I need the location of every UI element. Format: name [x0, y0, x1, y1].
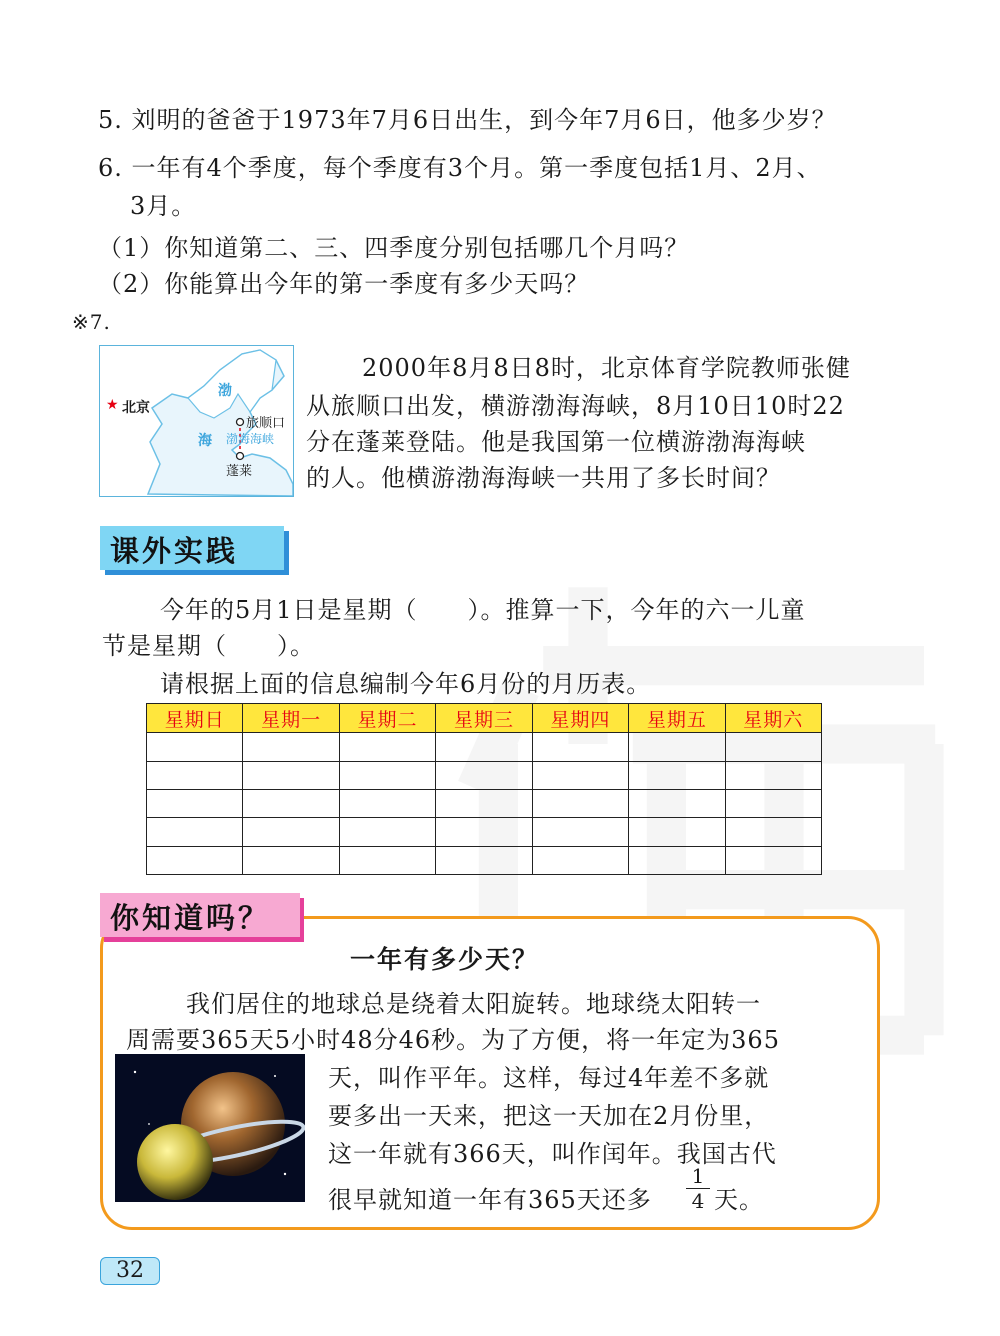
calendar-cell	[243, 733, 339, 761]
calendar-cell	[725, 846, 821, 874]
calendar-cell	[629, 761, 725, 789]
calendar-cell	[243, 818, 339, 846]
dyk-line-6: 很早就知道一年有365天还多	[328, 1186, 652, 1214]
june-calendar-table	[146, 703, 822, 875]
calendar-cell	[629, 846, 725, 874]
calendar-row	[147, 789, 822, 817]
calendar-cell	[243, 761, 339, 789]
question-6-sub-2: （2）你能算出今年的第一季度有多少天吗？	[98, 270, 590, 298]
bohai-strait-map	[99, 345, 294, 497]
question-6-line-1: 6. 一年有4个季度，每个季度有3个月。第一季度包括1月、2月、	[98, 154, 822, 182]
practice-banner	[100, 526, 284, 570]
fraction-numerator: 1	[686, 1164, 710, 1189]
weekday-thu: 星期四	[532, 704, 628, 733]
weekday-fri: 星期五	[629, 704, 725, 733]
dyk-line-5: 这一年就有366天，叫作闰年。我国古代	[328, 1140, 777, 1168]
calendar-cell	[629, 789, 725, 817]
calendar-row	[147, 846, 822, 874]
did-you-know-banner	[100, 893, 300, 937]
calendar-row	[147, 761, 822, 789]
question-6-line-2: 3月。	[130, 192, 197, 220]
calendar-cell	[339, 846, 435, 874]
map-label-beijing: 北京	[122, 400, 150, 416]
calendar-cell	[436, 846, 532, 874]
question-7-line-4: 的人。他横游渤海海峡一共用了多长时间？	[306, 464, 781, 492]
question-7-label: ※7.	[72, 310, 111, 334]
calendar-cell	[436, 733, 532, 761]
did-you-know-title: 一年有多少天？	[350, 945, 540, 974]
dyk-line-4: 要多出一天来，把这一天加在2月份里，	[328, 1102, 770, 1130]
calendar-cell	[147, 761, 243, 789]
map-label-hai: 海	[198, 433, 212, 449]
calendar-cell	[629, 733, 725, 761]
weekday-wed: 星期三	[436, 704, 532, 733]
calendar-row	[147, 733, 822, 761]
calendar-cell	[532, 733, 628, 761]
calendar-cell	[629, 818, 725, 846]
map-label-strait: 渤海海峡	[226, 432, 275, 446]
earth-moon-space-image	[115, 1054, 305, 1202]
map-label-bo: 渤	[218, 383, 232, 399]
calendar-cell	[339, 789, 435, 817]
calendar-cell	[532, 789, 628, 817]
map-label-penglai: 蓬莱	[226, 464, 253, 479]
calendar-cell	[532, 761, 628, 789]
practice-title: 课外实践	[110, 534, 239, 568]
star-icon: ★	[106, 397, 119, 413]
question-7-line-3: 分在蓬莱登陆。他是我国第一位横游渤海海峡	[306, 428, 806, 456]
calendar-cell	[725, 818, 821, 846]
weekday-tue: 星期二	[339, 704, 435, 733]
weekday-sun: 星期日	[147, 704, 243, 733]
dyk-line-6-end: 天。	[714, 1186, 764, 1214]
calendar-cell	[532, 818, 628, 846]
dyk-line-2: 周需要365天5小时48分46秒。为了方便，将一年定为365	[126, 1026, 780, 1054]
calendar-cell	[436, 789, 532, 817]
question-7-line-1: 2000年8月8日8时，北京体育学院教师张健	[362, 354, 851, 382]
calendar-cell	[243, 789, 339, 817]
question-5: 5. 刘明的爸爸于1973年7月6日出生，到今年7月6日，他多少岁？	[98, 106, 837, 134]
question-7-line-2: 从旅顺口出发，横游渤海海峡，8月10日10时22	[306, 392, 845, 420]
dyk-line-3: 天，叫作平年。这样，每过4年差不多就	[328, 1064, 770, 1092]
calendar-cell	[147, 789, 243, 817]
page-number: 32	[100, 1257, 160, 1285]
practice-line-2: 节是星期（ ）。	[102, 632, 315, 660]
calendar-row	[147, 818, 822, 846]
calendar-cell	[243, 846, 339, 874]
fraction-denominator: 4	[691, 1189, 705, 1213]
practice-line-3: 请根据上面的信息编制今年6月份的月历表。	[160, 670, 652, 698]
calendar-cell	[725, 789, 821, 817]
calendar-cell	[147, 818, 243, 846]
calendar-cell	[147, 733, 243, 761]
calendar-cell	[532, 846, 628, 874]
weekday-mon: 星期一	[243, 704, 339, 733]
weekday-sat: 星期六	[725, 704, 821, 733]
calendar-cell	[436, 818, 532, 846]
dyk-line-1: 我们居住的地球总是绕着太阳旋转。地球绕太阳转一	[186, 990, 761, 1018]
calendar-cell	[339, 818, 435, 846]
calendar-cell	[147, 846, 243, 874]
calendar-cell	[339, 761, 435, 789]
calendar-header-row	[147, 704, 822, 733]
calendar-cell	[725, 733, 821, 761]
question-6-sub-1: （1）你知道第二、三、四季度分别包括哪几个月吗？	[98, 234, 690, 262]
did-you-know-banner-text: 你知道吗？	[110, 901, 271, 935]
fraction-one-quarter	[686, 1164, 710, 1213]
calendar-cell	[725, 761, 821, 789]
calendar-cell	[339, 733, 435, 761]
calendar-cell	[436, 761, 532, 789]
map-label-lushunkou: 旅顺口	[246, 416, 286, 431]
practice-line-1: 今年的5月1日是星期（ ）。推算一下，今年的六一儿童	[160, 596, 806, 624]
